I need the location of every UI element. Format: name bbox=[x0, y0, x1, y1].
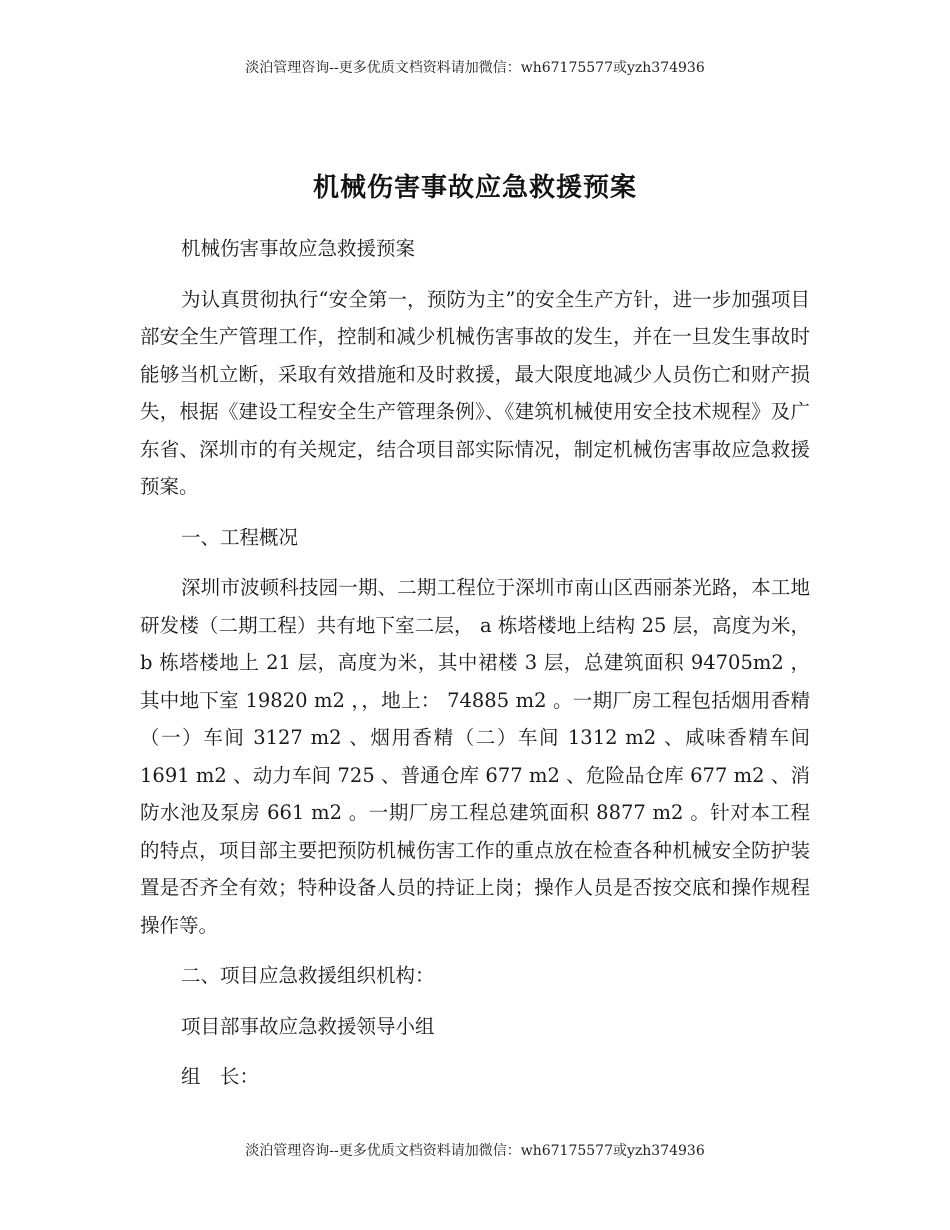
paragraph-project-overview: 深圳市波顿科技园一期、二期工程位于深圳市南山区西丽茶光路，本工地研发楼（二期工程）共有地下室二层， a 栋塔楼地上结构 25 层，高度为米， b 栋塔楼地上 21 层，高度为米，其中裙楼 3 层，总建筑面积 94705m2 ，其中地下室 19820 m2 ，，地上： 74885 m2 。一期厂房工程包括烟用香精（一）车间 3127 m2 、烟用香精（二）车间 1312 m2 、咸味香精车间 1691 m2 、动力车间 725 、普通仓库 677 m2 、危险品仓库 677 m2 、消防水池及泵房 661 m2 。一期厂房工程总建筑面积 8877 m2 。针对本工程的特点，项目部主要把预防机械伤害工作的重点放在检查各种机械安全防护装置是否齐全有效；特种设备人员的持证上岗；操作人员是否按交底和操作规程操作等。 bbox=[140, 576, 810, 937]
page-header: 淡泊管理咨询--更多优质文档资料请加微信：wh67175577或yzh374936 bbox=[245, 60, 705, 76]
paragraph-leadership-group: 项目部事故应急救援领导小组 bbox=[181, 1014, 435, 1038]
section-heading-organization: 二、项目应急救援组织机构： bbox=[181, 964, 435, 987]
page-footer: 淡泊管理咨询--更多优质文档资料请加微信：wh67175577或yzh374936 bbox=[245, 1143, 705, 1159]
section-heading-project-overview: 一、工程概况 bbox=[181, 525, 299, 549]
document-title: 机械伤害事故应急救援预案 bbox=[312, 173, 637, 204]
paragraph-intro: 为认真贯彻执行“安全第一，预防为主”的安全生产方针，进一步加强项目部安全生产管理工作，控制和减少机械伤害事故的发生，并在一旦发生事故时能够当机立断，采取有效措施和及时救援，最大限度地减少人员伤亡和财产损失，根据《建设工程安全生产管理条例》、《建筑机械使用安全技术规程》及广东省、深圳市的有关规定，结合项目部实际情况，制定机械伤害事故应急救援预案。 bbox=[140, 287, 810, 498]
document-body bbox=[140, 230, 810, 1109]
paragraph-subtitle: 机械伤害事故应急救援预案 bbox=[181, 237, 416, 260]
paragraph-group-leader: 组 长： bbox=[181, 1065, 260, 1088]
